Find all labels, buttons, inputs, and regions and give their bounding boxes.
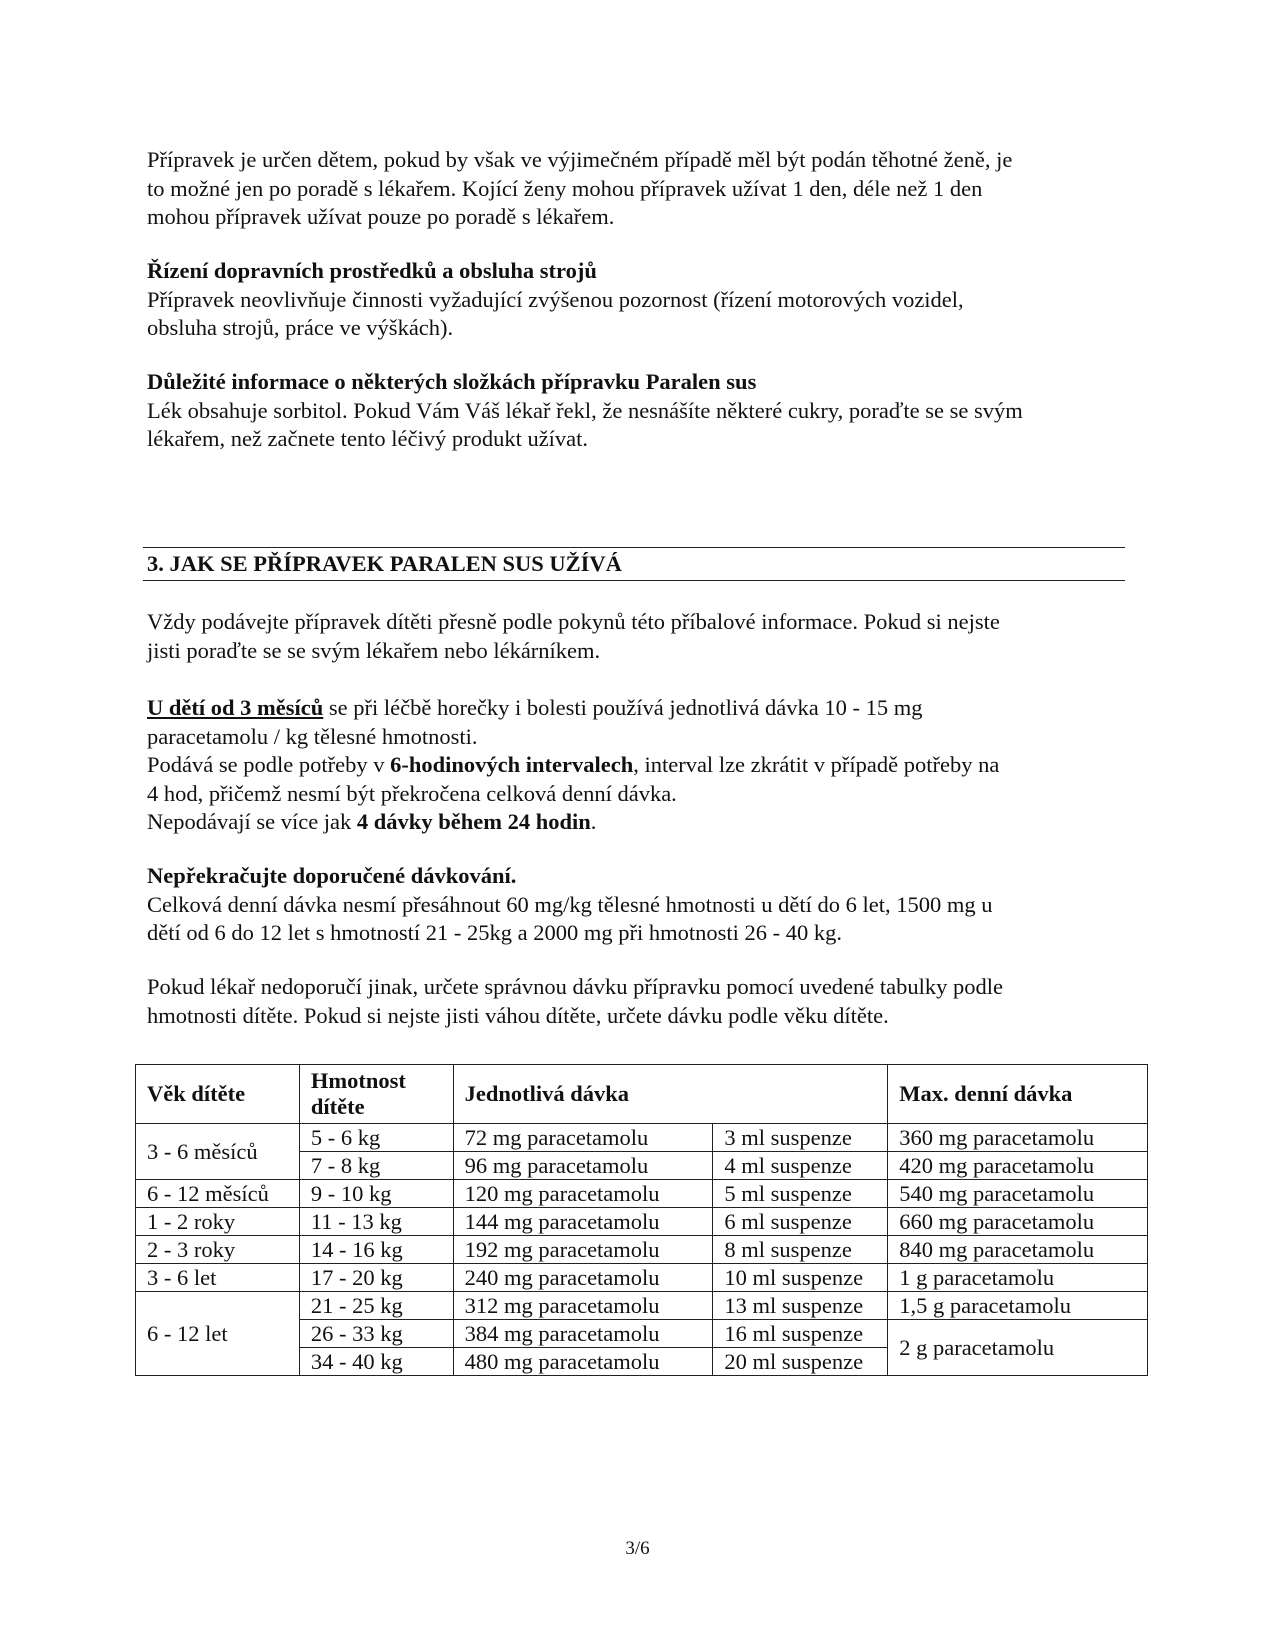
cell-weight: 9 - 10 kg xyxy=(299,1180,453,1208)
cell-max-dose: 660 mg paracetamolu xyxy=(888,1208,1148,1236)
table-row xyxy=(136,1124,1148,1152)
cell-dose-ml: 6 ml suspenze xyxy=(713,1208,888,1236)
cell-dose-ml: 20 ml suspenze xyxy=(713,1348,888,1376)
cell-dose-ml: 5 ml suspenze xyxy=(713,1180,888,1208)
dosage-table xyxy=(135,1064,1148,1376)
cell-max-dose: 2 g paracetamolu xyxy=(888,1320,1148,1376)
table-row xyxy=(136,1180,1148,1208)
table-intro xyxy=(147,973,1107,1030)
cell-dose-mg: 480 mg paracetamolu xyxy=(453,1348,713,1376)
text-span: , interval lze zkrátit v případě potřeby na xyxy=(633,752,1000,777)
table-header-row xyxy=(136,1065,1148,1124)
text-line: to možné jen po poradě s lékařem. Kojící ženy mohou přípravek užívat 1 den, déle než 1 den xyxy=(147,175,983,201)
text-line: Vždy podávejte přípravek dítěti přesně podle pokynů této příbalové informace. Pokud si nejste xyxy=(147,609,1000,634)
cell-dose-mg: 120 mg paracetamolu xyxy=(453,1180,713,1208)
cell-dose-ml: 10 ml suspenze xyxy=(713,1264,888,1292)
cell-weight: 5 - 6 kg xyxy=(299,1124,453,1152)
cell-dose-ml: 4 ml suspenze xyxy=(713,1152,888,1180)
text-line: Pokud lékař nedoporučí jinak, určete správnou dávku přípravku pomocí uvedené tabulky podle xyxy=(147,974,1004,999)
table-row xyxy=(136,1236,1148,1264)
cell-dose-mg: 144 mg paracetamolu xyxy=(453,1208,713,1236)
text-span: Podává se podle potřeby v xyxy=(147,752,391,777)
cell-dose-mg: 240 mg paracetamolu xyxy=(453,1264,713,1292)
cell-max-dose: 840 mg paracetamolu xyxy=(888,1236,1148,1264)
text-line: hmotnosti dítěte. Pokud si nejste jisti váhou dítěte, určete dávku podle věku dítěte. xyxy=(147,1002,889,1028)
driving-section xyxy=(147,257,1107,343)
text-span: Nepodávají se více jak xyxy=(147,809,357,834)
text-line: obsluha strojů, práce ve výškách). xyxy=(147,315,454,340)
cell-dose-ml: 8 ml suspenze xyxy=(713,1236,888,1264)
section-3-heading xyxy=(143,547,1125,581)
cell-weight: 17 - 20 kg xyxy=(299,1264,453,1292)
text-line: Přípravek je určen dětem, pokud by však ve výjimečném případě měl být podán těhotné ženě, je xyxy=(147,147,1013,172)
interval-emphasis: 6-hodinových intervalech xyxy=(390,752,634,777)
cell-age: 1 - 2 roky xyxy=(136,1208,300,1236)
text-line: jisti poraďte se se svým lékařem nebo lékárníkem. xyxy=(147,637,601,663)
cell-age: 2 - 3 roky xyxy=(136,1236,300,1264)
cell-weight: 11 - 13 kg xyxy=(299,1208,453,1236)
cell-max-dose: 540 mg paracetamolu xyxy=(888,1180,1148,1208)
text-line: lékařem, než začnete tento léčivý produkt užívat. xyxy=(147,426,589,451)
cell-dose-ml: 13 ml suspenze xyxy=(713,1292,888,1320)
cell-weight: 26 - 33 kg xyxy=(299,1320,453,1348)
cell-dose-ml: 16 ml suspenze xyxy=(713,1320,888,1348)
text-line: paracetamolu / kg tělesné hmotnosti. xyxy=(147,723,478,749)
warning-heading: Nepřekračujte doporučené dávkování. xyxy=(147,863,517,888)
text-line: dětí od 6 do 12 let s hmotností 21 - 25kg a 2000 mg při hmotnosti 26 - 40 kg. xyxy=(147,920,842,945)
text-line: Přípravek neovlivňuje činnosti vyžadující zvýšenou pozornost (řízení motorových vozidel, xyxy=(147,286,964,312)
table-row xyxy=(136,1264,1148,1292)
cell-dose-ml: 3 ml suspenze xyxy=(713,1124,888,1152)
header-age: Věk dítěte xyxy=(136,1065,300,1124)
header-max-dose: Max. denní dávka xyxy=(888,1065,1148,1124)
ingredients-heading: Důležité informace o některých složkách přípravku Paralen sus xyxy=(147,369,757,394)
header-weight: Hmotnost dítěte xyxy=(299,1065,453,1124)
section-3-title: 3. JAK SE PŘÍPRAVEK PARALEN SUS UŽÍVÁ xyxy=(147,551,622,576)
cell-max-dose: 360 mg paracetamolu xyxy=(888,1124,1148,1152)
text-line: 4 hod, přičemž nesmí být překročena celková denní dávka. xyxy=(147,780,677,806)
ingredients-section xyxy=(147,368,1107,454)
page-number: 3/6 xyxy=(625,1538,650,1559)
warning-section xyxy=(147,862,1107,948)
cell-weight: 21 - 25 kg xyxy=(299,1292,453,1320)
cell-max-dose: 1 g paracetamolu xyxy=(888,1264,1148,1292)
text-line: mohou přípravek užívat pouze po poradě s lékařem. xyxy=(147,204,615,229)
dosage-paragraph xyxy=(147,694,1107,837)
text-line xyxy=(147,694,1107,723)
cell-dose-mg: 72 mg paracetamolu xyxy=(453,1124,713,1152)
header-single-dose: Jednotlivá dávka xyxy=(453,1065,888,1124)
cell-dose-mg: 312 mg paracetamolu xyxy=(453,1292,713,1320)
text-line xyxy=(147,808,1107,837)
text-line: Celková denní dávka nesmí přesáhnout 60 mg/kg tělesné hmotnosti u dětí do 6 let, 1500 mg u xyxy=(147,891,993,917)
table-row xyxy=(136,1292,1148,1320)
cell-age: 6 - 12 měsíců xyxy=(136,1180,300,1208)
cell-age: 3 - 6 měsíců xyxy=(136,1124,300,1180)
cell-age: 3 - 6 let xyxy=(136,1264,300,1292)
pregnancy-paragraph xyxy=(147,146,1107,232)
cell-weight: 34 - 40 kg xyxy=(299,1348,453,1376)
cell-age: 6 - 12 let xyxy=(136,1292,300,1376)
cell-max-dose: 420 mg paracetamolu xyxy=(888,1152,1148,1180)
cell-dose-mg: 96 mg paracetamolu xyxy=(453,1152,713,1180)
cell-dose-mg: 192 mg paracetamolu xyxy=(453,1236,713,1264)
cell-weight: 14 - 16 kg xyxy=(299,1236,453,1264)
text-span: . xyxy=(590,809,597,834)
section-3-intro xyxy=(147,608,1107,665)
cell-max-dose: 1,5 g paracetamolu xyxy=(888,1292,1148,1320)
driving-heading: Řízení dopravních prostředků a obsluha strojů xyxy=(147,258,597,283)
table-row xyxy=(136,1208,1148,1236)
text-span: se při léčbě horečky i bolesti používá jednotlivá dávka 10 - 15 mg xyxy=(323,695,923,720)
cell-dose-mg: 384 mg paracetamolu xyxy=(453,1320,713,1348)
max-doses-emphasis: 4 dávky během 24 hodin xyxy=(356,809,591,834)
text-line: Lék obsahuje sorbitol. Pokud Vám Váš lékař řekl, že nesnášíte některé cukry, poraďte se se svým xyxy=(147,397,1023,423)
cell-weight: 7 - 8 kg xyxy=(299,1152,453,1180)
text-line xyxy=(147,751,1107,780)
age-emphasis: U dětí od 3 měsíců xyxy=(147,695,324,720)
